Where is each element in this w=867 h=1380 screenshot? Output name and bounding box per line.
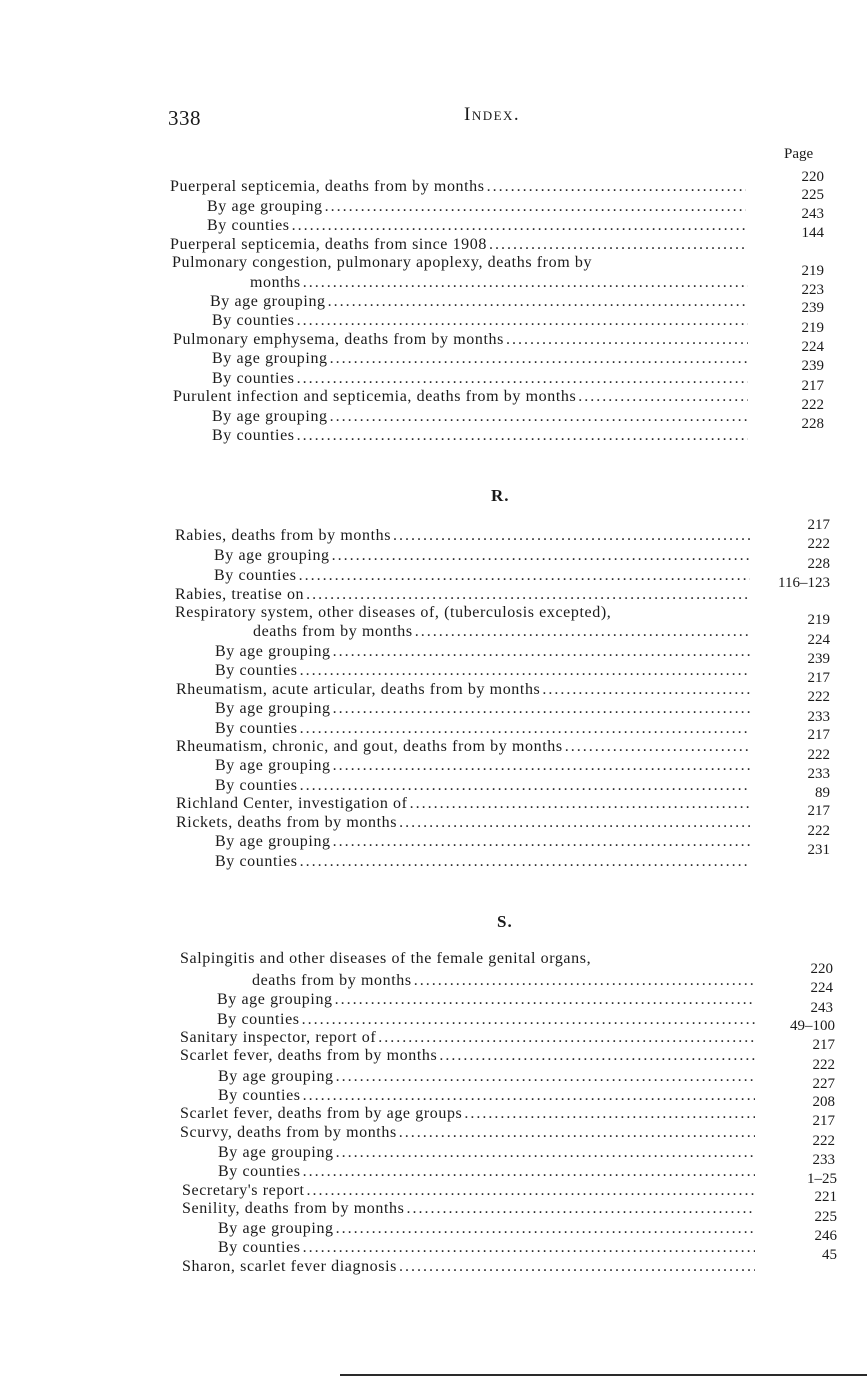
index-entry-page: 227 bbox=[812, 1076, 835, 1092]
index-entry bbox=[180, 1046, 757, 1065]
index-entry bbox=[215, 776, 752, 795]
index-entry bbox=[170, 235, 748, 254]
dot-leader bbox=[464, 1104, 755, 1123]
index-entry-page: 217 bbox=[807, 517, 830, 533]
index-entry-text: Secretary's report bbox=[182, 1182, 305, 1199]
index-entry-page: 228 bbox=[807, 556, 830, 572]
index-entry-page: 49–100 bbox=[790, 1018, 835, 1034]
dot-leader bbox=[300, 852, 750, 871]
index-entry bbox=[212, 426, 750, 445]
index-entry-text: By age grouping bbox=[217, 991, 333, 1008]
index-entry-page: 217 bbox=[807, 670, 830, 686]
index-entry-text: Scarlet fever, deaths from by months bbox=[180, 1047, 438, 1064]
index-entry bbox=[214, 566, 752, 585]
index-entry-text: By counties bbox=[212, 312, 295, 329]
index-entry-text: By age grouping bbox=[215, 700, 331, 717]
index-entry-text: Respiratory system, other diseases of, (tuberculosis excepted), bbox=[175, 604, 612, 621]
index-entry bbox=[253, 622, 752, 641]
index-entry bbox=[250, 273, 750, 292]
dot-leader bbox=[299, 566, 750, 585]
index-entry-page: 224 bbox=[801, 339, 824, 355]
dot-leader bbox=[300, 776, 750, 795]
index-entry-text: By counties bbox=[215, 662, 298, 679]
index-entry-text: Scarlet fever, deaths from by age groups bbox=[180, 1105, 463, 1122]
index-entry bbox=[182, 1181, 757, 1200]
index-entry-page: 89 bbox=[815, 785, 830, 801]
dot-leader bbox=[399, 813, 750, 832]
dot-leader bbox=[328, 292, 748, 311]
index-entry bbox=[180, 1104, 757, 1123]
index-entry-page: 222 bbox=[807, 689, 830, 705]
dot-leader bbox=[307, 1181, 755, 1200]
dot-leader bbox=[487, 177, 746, 196]
index-entry-page: 239 bbox=[801, 358, 824, 374]
index-entry-text: By counties bbox=[212, 427, 295, 444]
index-entry bbox=[172, 253, 750, 272]
index-entry bbox=[218, 1219, 757, 1238]
dot-leader bbox=[297, 311, 748, 330]
index-entry-page: 144 bbox=[801, 225, 824, 241]
index-entry-text: Pulmonary congestion, pulmonary apoplexy, deaths from by bbox=[172, 254, 593, 271]
index-entry-page: 223 bbox=[801, 282, 824, 298]
dot-leader bbox=[333, 642, 750, 661]
index-entry-text: Richland Center, investigation of bbox=[176, 795, 408, 812]
index-entry-text: By age grouping bbox=[218, 1220, 334, 1237]
index-entry bbox=[212, 369, 750, 388]
index-entry bbox=[173, 387, 750, 406]
dot-leader bbox=[333, 756, 750, 775]
index-entry bbox=[218, 1162, 757, 1181]
index-entry-text: Purulent infection and septicemia, deaths from by months bbox=[173, 388, 577, 405]
index-entry-page: 239 bbox=[807, 651, 830, 667]
index-entry-text: Puerperal septicemia, deaths from by months bbox=[170, 178, 485, 195]
index-entry-page: 246 bbox=[814, 1228, 837, 1244]
index-entry-text: By age grouping bbox=[218, 1144, 334, 1161]
index-entry-text: deaths from by months bbox=[252, 972, 412, 989]
index-entry bbox=[218, 1086, 757, 1105]
index-entry bbox=[207, 197, 748, 216]
index-entry-text: Sanitary inspector, report of bbox=[180, 1029, 377, 1046]
index-entry-text: By counties bbox=[215, 720, 298, 737]
dot-leader bbox=[302, 1010, 755, 1029]
index-entry-text: Rheumatism, chronic, and gout, deaths from by months bbox=[176, 738, 563, 755]
dot-leader bbox=[300, 661, 750, 680]
index-entry-page: 222 bbox=[807, 747, 830, 763]
index-entry-text: By age grouping bbox=[215, 833, 331, 850]
page-number: 338 bbox=[168, 106, 201, 130]
running-title: Index. bbox=[464, 104, 521, 125]
index-entry bbox=[217, 990, 757, 1009]
dot-leader bbox=[330, 349, 748, 368]
dot-leader bbox=[300, 719, 750, 738]
page-column-header: Page bbox=[784, 146, 814, 162]
index-entry bbox=[182, 1257, 757, 1276]
dot-leader bbox=[393, 526, 750, 545]
index-entry-text: Sharon, scarlet fever diagnosis bbox=[182, 1258, 397, 1275]
index-entry-page: 217 bbox=[812, 1113, 835, 1129]
dot-leader bbox=[336, 1219, 755, 1238]
index-entry bbox=[182, 1199, 757, 1218]
index-entry bbox=[212, 311, 750, 330]
section-letter-s: S. bbox=[497, 912, 513, 931]
index-entry-text: By counties bbox=[214, 567, 297, 584]
dot-leader bbox=[406, 1199, 755, 1218]
index-entry-page: 224 bbox=[807, 632, 830, 648]
index-entry-page: 243 bbox=[810, 1000, 833, 1016]
dot-leader bbox=[565, 737, 750, 756]
index-entry-page: 1–25 bbox=[807, 1171, 837, 1187]
index-entry-page: 222 bbox=[807, 823, 830, 839]
index-entry-text: By age grouping bbox=[210, 293, 326, 310]
index-entry bbox=[215, 832, 752, 851]
index-entry-text: By counties bbox=[215, 777, 298, 794]
index-entry-page: 233 bbox=[812, 1152, 835, 1168]
dot-leader bbox=[414, 971, 755, 990]
index-entry-text: By age grouping bbox=[207, 198, 323, 215]
index-entry-page: 224 bbox=[810, 980, 833, 996]
index-entry-page: 222 bbox=[812, 1133, 835, 1149]
dot-leader bbox=[410, 794, 750, 813]
dot-leader bbox=[303, 1086, 755, 1105]
index-entry-page: 208 bbox=[812, 1094, 835, 1110]
index-entry-text: By counties bbox=[218, 1163, 301, 1180]
index-entry-page: 45 bbox=[822, 1247, 837, 1263]
dot-leader bbox=[297, 369, 748, 388]
dot-leader bbox=[325, 197, 746, 216]
index-entry bbox=[173, 330, 750, 349]
dot-leader bbox=[506, 330, 748, 349]
dot-leader bbox=[332, 546, 750, 565]
index-entry bbox=[180, 1028, 757, 1047]
index-entry-text: By age grouping bbox=[212, 408, 328, 425]
index-entry bbox=[176, 737, 752, 756]
index-entry-text: Puerperal septicemia, deaths from since 1908 bbox=[170, 236, 487, 253]
dot-leader bbox=[489, 235, 746, 254]
section-letter-r: R. bbox=[491, 486, 510, 505]
dot-leader bbox=[292, 216, 746, 235]
dot-leader bbox=[336, 1143, 755, 1162]
index-entry bbox=[175, 585, 752, 604]
index-entry-page: 222 bbox=[801, 397, 824, 413]
dot-leader bbox=[578, 387, 748, 406]
index-entry-text: By counties bbox=[217, 1011, 300, 1028]
index-entry bbox=[212, 407, 750, 426]
index-entry bbox=[176, 680, 752, 699]
index-entry-page: 228 bbox=[801, 416, 824, 432]
dot-leader bbox=[415, 622, 750, 641]
index-entry bbox=[170, 177, 748, 196]
index-entry bbox=[217, 1010, 757, 1029]
index-entry-text: Rickets, deaths from by months bbox=[176, 814, 398, 831]
dot-leader bbox=[303, 1238, 755, 1257]
dot-leader bbox=[399, 1257, 755, 1276]
index-entry bbox=[176, 813, 752, 832]
dot-leader bbox=[542, 680, 750, 699]
index-entry-page: 219 bbox=[807, 612, 830, 628]
index-entry bbox=[180, 1123, 757, 1142]
index-entry bbox=[175, 603, 752, 622]
index-entry-text: Scurvy, deaths from by months bbox=[180, 1124, 397, 1141]
index-entry-text: By age grouping bbox=[212, 350, 328, 367]
index-entry-page: 225 bbox=[814, 1209, 837, 1225]
dot-leader bbox=[333, 699, 750, 718]
index-entry-page: 233 bbox=[807, 766, 830, 782]
index-entry bbox=[215, 756, 752, 775]
index-entry-text: Rabies, deaths from by months bbox=[175, 527, 392, 544]
dot-leader bbox=[399, 1123, 755, 1142]
index-entry bbox=[215, 852, 752, 871]
index-entry-text: By counties bbox=[215, 853, 298, 870]
index-entry-page: 219 bbox=[801, 320, 824, 336]
index-entry bbox=[215, 661, 752, 680]
index-entry-page: 220 bbox=[801, 169, 824, 185]
dot-leader bbox=[303, 1162, 755, 1181]
index-entry-text: deaths from by months bbox=[253, 623, 413, 640]
index-entry bbox=[215, 642, 752, 661]
index-entry-page: 219 bbox=[801, 263, 824, 279]
index-entry-text: months bbox=[250, 274, 301, 291]
index-entry bbox=[212, 349, 750, 368]
index-entry bbox=[180, 949, 757, 968]
index-entry-text: By counties bbox=[207, 217, 290, 234]
index-entry-text: By counties bbox=[218, 1087, 301, 1104]
index-entry-page: 217 bbox=[812, 1037, 835, 1053]
index-entry bbox=[175, 526, 752, 545]
index-entry-page: 233 bbox=[807, 709, 830, 725]
index-entry-page: 217 bbox=[801, 378, 824, 394]
index-entry bbox=[215, 719, 752, 738]
index-entry-page: 217 bbox=[807, 727, 830, 743]
dot-leader bbox=[439, 1046, 755, 1065]
index-entry-page: 225 bbox=[801, 187, 824, 203]
index-entry bbox=[176, 794, 752, 813]
index-entry bbox=[252, 971, 757, 990]
index-entry bbox=[210, 292, 750, 311]
index-entry-text: Pulmonary emphysema, deaths from by months bbox=[173, 331, 504, 348]
index-entry-page: 222 bbox=[807, 536, 830, 552]
index-entry bbox=[218, 1067, 757, 1086]
index-entry-text: By counties bbox=[218, 1239, 301, 1256]
index-entry-text: Senility, deaths from by months bbox=[182, 1200, 405, 1217]
index-entry-page: 116–123 bbox=[778, 575, 830, 591]
index-entry-text: Rabies, treatise on bbox=[175, 586, 305, 603]
index-entry-page: 231 bbox=[807, 842, 830, 858]
index-entry-text: By age grouping bbox=[215, 643, 331, 660]
index-entry-page: 221 bbox=[814, 1189, 837, 1205]
index-entry-page: 243 bbox=[801, 206, 824, 222]
dot-leader bbox=[333, 832, 750, 851]
dot-leader bbox=[336, 1067, 755, 1086]
dot-leader bbox=[378, 1028, 755, 1047]
index-entry bbox=[215, 699, 752, 718]
index-entry-page: 217 bbox=[807, 803, 830, 819]
index-entry-text: By age grouping bbox=[214, 547, 330, 564]
index-entry-page: 220 bbox=[810, 961, 833, 977]
index-entry-text: By age grouping bbox=[215, 757, 331, 774]
dot-leader bbox=[303, 273, 748, 292]
index-entry-text: By age grouping bbox=[218, 1068, 334, 1085]
index-entry bbox=[218, 1238, 757, 1257]
index-entry-text: By counties bbox=[212, 370, 295, 387]
index-entry-text: Rheumatism, acute articular, deaths from by months bbox=[176, 681, 541, 698]
index-entry bbox=[218, 1143, 757, 1162]
index-entry bbox=[207, 216, 748, 235]
dot-leader bbox=[306, 585, 750, 604]
index-entry-page: 239 bbox=[801, 300, 824, 316]
dot-leader bbox=[297, 426, 748, 445]
dot-leader bbox=[330, 407, 748, 426]
dot-leader bbox=[335, 990, 755, 1009]
index-entry-text: Salpingitis and other diseases of the female genital organs, bbox=[180, 950, 592, 967]
page-bottom-rule bbox=[340, 1374, 867, 1376]
index-entry bbox=[214, 546, 752, 565]
index-entry-page: 222 bbox=[812, 1057, 835, 1073]
